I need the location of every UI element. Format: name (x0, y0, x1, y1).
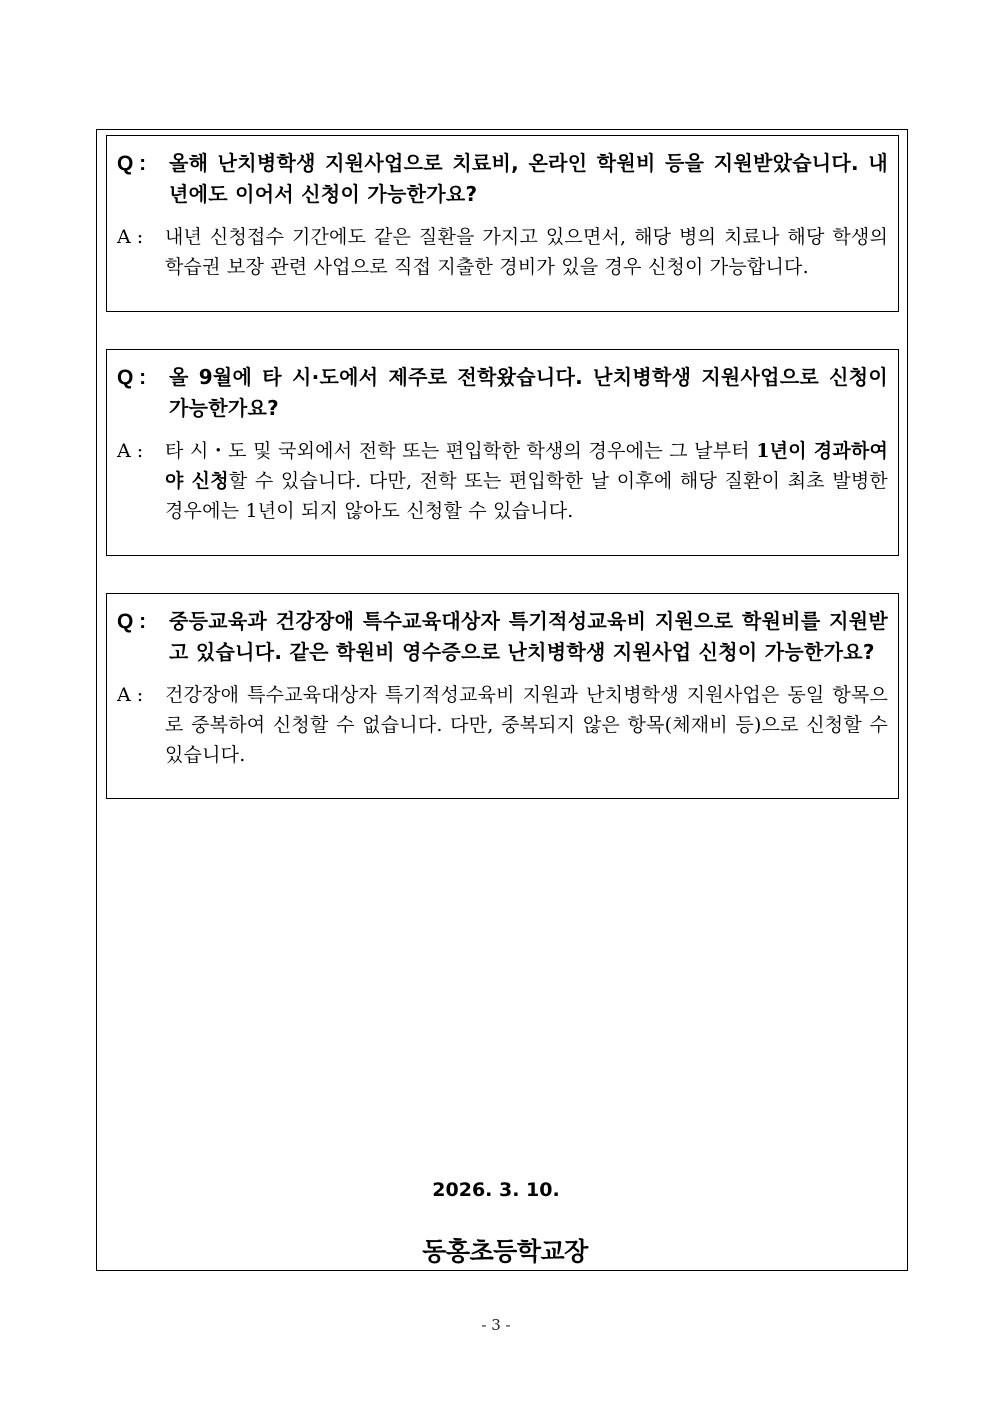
question-row (117, 362, 888, 424)
page-number: - 3 - (481, 1316, 511, 1334)
answer-text (165, 436, 888, 526)
answer-row (117, 222, 888, 282)
answer-text-emphasis: 1년이 경과하여야 신청 (165, 440, 888, 492)
question-row (117, 148, 888, 210)
answer-row (117, 436, 888, 526)
answer-prefix: A : (117, 226, 150, 248)
answer-text: 내년 신청접수 기간에도 같은 질환을 가지고 있으면서, 해당 병의 치료나 해당 학생의 학습권 보장 관련 사업으로 직접 지출한 경비가 있을 경우 신청이 가능합니다. (165, 226, 888, 278)
question-prefix: Q : (117, 366, 152, 389)
answer-text: 건강장애 특수교육대상자 특기적성교육비 지원과 난치병학생 지원사업은 동일 항목으로 중복하여 신청할 수 없습니다. 다만, 중복되지 않은 항목(체재비 등)으로 신청할 수 있습니다. (165, 684, 888, 766)
qa-box-2 (106, 349, 899, 556)
question-prefix: Q : (117, 152, 152, 175)
question-text: 중등교육과 건강장애 특수교육대상자 특기적성교육비 지원으로 학원비를 지원받고 있습니다. 같은 학원비 영수증으로 난치병학생 지원사업 신청이 가능한가요? (169, 609, 888, 664)
question-text: 올 9월에 타 시·도에서 제주로 전학왔습니다. 난치병학생 지원사업으로 신청이 가능한가요? (169, 365, 888, 420)
question-text: 올해 난치병학생 지원사업으로 치료비, 온라인 학원비 등을 지원받았습니다. 내년에도 이어서 신청이 가능한가요? (169, 151, 888, 206)
answer-text-part2: 할 수 있습니다. 다만, 전학 또는 편입학한 날 이후에 해당 질환이 최초 발병한 경우에는 1년이 되지 않아도 신청할 수 있습니다. (165, 470, 888, 522)
answer-prefix: A : (117, 684, 150, 706)
document-date: 2026. 3. 10. (432, 1179, 560, 1201)
answer-prefix: A : (117, 440, 150, 462)
question-row (117, 606, 888, 668)
answer-text-part1: 타 시・도 및 국외에서 전학 또는 편입학한 학생의 경우에는 그 날부터 (165, 440, 757, 462)
qa-box-3 (106, 593, 899, 799)
answer-row (117, 680, 888, 770)
qa-box-1 (106, 135, 899, 312)
question-prefix: Q : (117, 610, 152, 633)
document-signer: 동홍초등학교장 (422, 1237, 588, 1266)
